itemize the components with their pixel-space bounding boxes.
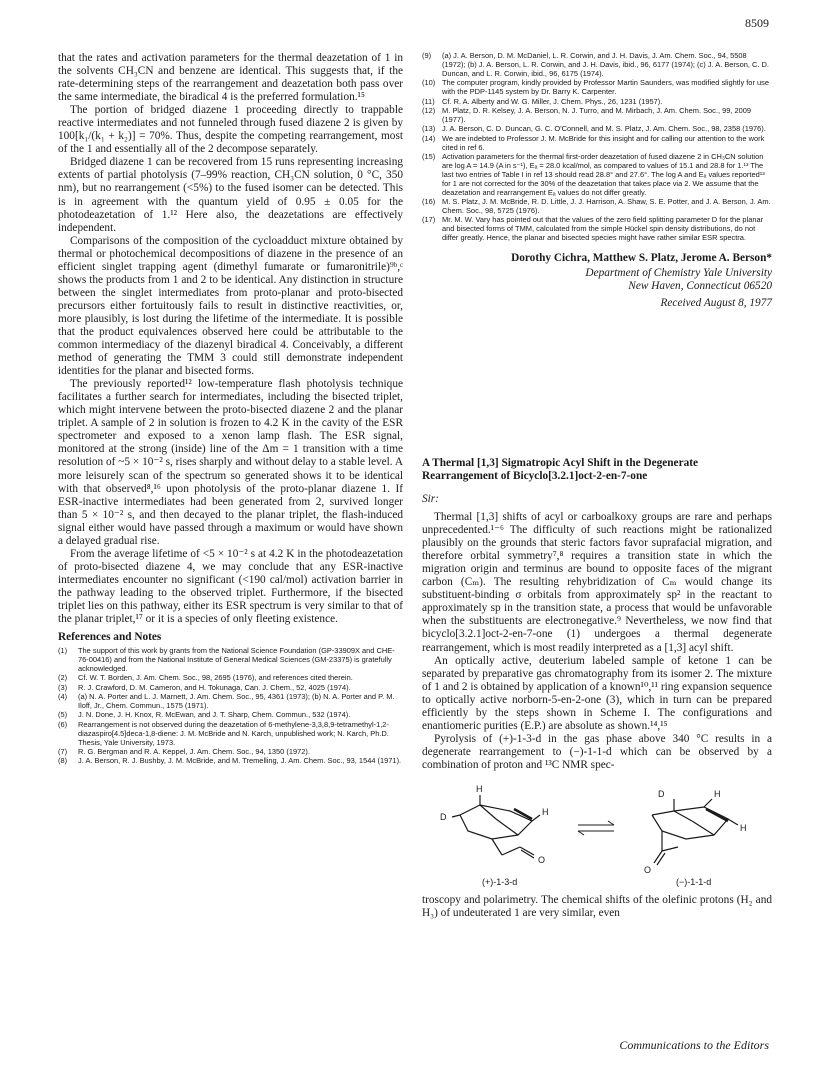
reference-item (422, 107, 772, 125)
d-bond-left (452, 815, 460, 817)
body-paragraph: troscopy and polarimetry. The chemical shifts of the olefinic protons (H₂ and H₃) of undeuterated 1 are very similar, even (422, 893, 772, 920)
carbonyl-bond-right (654, 851, 662, 863)
reference-number: (8) (58, 756, 68, 766)
body-paragraph: Thermal [1,3] shifts of acyl or carboalkoxy groups are rare and perhaps unprecedented.¹⁻⁶ The difficulty of such reactions might be rationalized plausibly on the grounds that steric factors favor suprafacial migration, and therefore orbital symmetry⁷,⁸ requires a transition state in which the migration origin and terminus are bound to opposite faces of the migrant carbon (Cₘ). The resulting rehybridization of Cₘ would change its substituent-binding σ orbitals from approximately sp² in the reactant to approximately sp in the transition state, a process that would be unfavorable when the substituents are electronegative.⁹ Nevertheless, we now find that bicyclo[3.2.1]oct-2-en-7-one (1) undergoes a thermal degenerate rearrangement, which is most readily interpreted as a [1,3] acyl shift. (422, 511, 772, 654)
left-column (58, 52, 403, 767)
atom-label: D (440, 811, 447, 822)
spacer (422, 309, 772, 457)
reference-text: Cf. W. T. Borden, J. Am. Chem. Soc., 98, 2695 (1976), and references cited therein. (78, 673, 353, 683)
reference-number: (11) (422, 96, 435, 106)
reference-text: R. J. Crawford, D. M. Cameron, and H. Tokunaga, Can. J. Chem., 52, 4025 (1974). (78, 682, 351, 692)
reference-number: (14) (422, 133, 436, 143)
reference-number: (9) (422, 51, 432, 60)
reference-number: (15) (422, 151, 436, 161)
reaction-scheme-drawing (422, 775, 772, 891)
references-list-right (422, 52, 772, 243)
reference-number: (16) (422, 197, 436, 206)
reference-text: (a) J. A. Berson, D. M. McDaniel, L. R. Corwin, and J. H. Davis, J. Am. Chem. Soc., 94, 5508 (1972); (b) J. A. Berson, L. R. Corwin, and J. H. Davis, ibid., 96, 6177 (1974); (c) J. A. Berson, C. D. Duncan, and L. R. Corwin, ibid., 96, 6175 (1974). (442, 51, 769, 78)
reference-item (422, 216, 772, 243)
reference-item (58, 757, 403, 766)
atom-label: H (542, 806, 549, 817)
reference-text: Mr. M. W. Vary has pointed out that the values of the zero field splitting parameter D for the planar and bisected forms of TMM, calculated from the simple Hückel spin density distributions, do not differ greatly. Hence, the planar and bisected species might have rather similar ESR spectra. (442, 215, 764, 243)
reference-item (422, 125, 772, 134)
reference-number: (12) (422, 105, 436, 115)
reference-item (422, 52, 772, 79)
reference-item (422, 79, 772, 97)
reference-number: (10) (422, 78, 436, 88)
reference-number: (13) (422, 124, 436, 134)
body-paragraph: that the rates and activation parameters for the thermal deazetation of 1 in the solvents CH₃CN and benzene are identical. This suggests that, if the rate-determining steps of the rearrangement and deazetation both pass over the same intermediate, the biradical 4 is the preferred formulation.¹⁵ (58, 52, 403, 104)
reference-text: Cf. R. A. Alberty and W. G. Miller, J. Chem. Phys., 26, 1231 (1957). (442, 96, 663, 106)
atom-label: D (658, 788, 665, 799)
reference-item (58, 693, 403, 711)
reference-item (422, 135, 772, 153)
reference-text: The computer program, kindly provided by Professor Martin Saunders, was modified slightly for use with the PDP-1145 system by Dr. Barry K. Carpenter. (442, 78, 769, 97)
bridge-bond-right (674, 811, 692, 821)
bridge-bond-right (692, 821, 714, 835)
h-bond-left (532, 815, 540, 821)
reference-number: (3) (58, 682, 68, 692)
reference-number: (7) (58, 747, 68, 757)
reference-number: (2) (58, 673, 68, 683)
address: New Haven, Connecticut 06520 (628, 280, 772, 293)
compound-label-right: (−)-1-1-d (676, 876, 712, 887)
body-paragraph: Comparisons of the composition of the cycloadduct mixture obtained by thermal or photochemical decompositions of diazene in the presence of an efficient singlet trapping agent (dimethyl fumarate or fumaronitrile)⁹ᵇ,ᶜ shows the products from 1 and 2 to be identical. Any distinction in structure between the singlet intermediates from proto-planar and proto-bisected precursors either fortuitously fails to result in distinctive reactivities, or, more plausibly, is lost during the lifetime of the intermediate. It is possible that the product equivalences observed here could be attributable to the common intermediacy of the diazenyl biradical 4. Conceivably, a different method of generating the TMM 3 could still demonstrate independent identities for the planar and bisected forms. (58, 234, 403, 378)
references-heading: References and Notes (58, 631, 162, 644)
atom-label: H (476, 783, 483, 794)
h-bond-right (704, 799, 712, 807)
body-paragraph: The portion of bridged diazene 1 proceeding directly to trappable reactive intermediates and not funneled through fused diazene 2 is given by 100[k₁/(k₁ + k₂)] = 70%. Thus, despite the competing rearrangement, most of the 1 and essentially all of the 2 decompose separately. (58, 104, 403, 156)
body-paragraph: Bridged diazene 1 can be recovered from 15 runs representing increasing extents of partial photolysis (7–99% reaction, CH₃CN solution, 0 °C, 350 nm), but no rearrangement (<5%) to the fused isomer can be detected. This is in agreement with the quantum yield of 0.95 ± 0.05 for the photodeazetation of 1.¹² Here also, the deazetations are effectively independent. (58, 156, 403, 234)
compound-label-left: (+)-1-3-d (482, 876, 518, 887)
reference-item (422, 153, 772, 198)
carbonyl-chain-left (502, 847, 520, 855)
article-title: A Thermal [1,3] Sigmatropic Acyl Shift in the Degenerate Rearrangement of Bicyclo[3.2.1]oct-2-en-7-one (422, 456, 699, 482)
reference-text: M. Platz, D. R. Kelsey, J. A. Berson, N. J. Turro, and M. Mirbach, J. Am. Chem. Soc., 99, 2009 (1977). (442, 105, 752, 124)
reference-text: J. N. Done, J. H. Knox, R. McEwan, and J. T. Sharp, Chem. Commun., 532 (1974). (78, 710, 351, 720)
page-footer: Communications to the Editors (619, 1038, 769, 1052)
equilibrium-arrow (578, 821, 614, 835)
salutation: Sir: (422, 493, 439, 506)
double-bond-right (706, 809, 728, 821)
reference-text: We are indebted to Professor J. M. McBride for this insight and for calling our attention to the work cited in ref 6. (442, 133, 765, 152)
carbonyl-chain-right (662, 847, 678, 851)
body-paragraph: An optically active, deuterium labeled sample of ketone 1 can be separated by preparative gas chromatography from its isomer 2. The mixture of 1 and 2 is obtained by application of a known¹⁰,¹¹ ring expansion sequence to optically active norborn-5-en-2-one (3), which in turn can be prepared efficiently by the steps shown in Scheme I. The configurations and enantiomeric purities (E.P.) are absolute as shown.¹⁴,¹⁵ (422, 654, 772, 732)
right-column (422, 52, 772, 920)
reference-number: (17) (422, 215, 436, 225)
reference-number: (5) (58, 710, 68, 720)
received-date: Received August 8, 1977 (660, 296, 772, 309)
reference-number: (4) (58, 692, 68, 702)
carbonyl-bond-right (657, 853, 665, 865)
body-paragraph: Pyrolysis of (+)-1-3-d in the gas phase above 340 °C results in a degenerate rearrangement to (−)-1-1-d which can be observed by a combination of proton and ¹³C NMR spec- (422, 732, 772, 771)
reference-text: Rearrangement is not observed during the deazetation of 6-methylene-3,3,8,9-tetramethyl-1,2-diazaspiro[4.5]deca-1,8-diene: J. M. McBride and N. Karch, unpublished work; N. Karch, Ph.D. Thesis, Yale University, 1973. (78, 719, 389, 747)
atom-label: O (644, 864, 652, 875)
carbonyl-chain-left (492, 839, 502, 855)
atom-label: O (538, 854, 546, 865)
atom-label: H (740, 822, 747, 833)
reference-number: (1) (58, 646, 68, 656)
body-paragraph: From the average lifetime of <5 × 10⁻² s at 4.2 K in the photodeazetation of proto-bisected diazene 4, we may conclude that any ESR-inactive intermediates encounter no significant (<190 cal/mol) activation barrier in the pathway leading to the observed triplet. Furthermore, if the bisected triplet lies on this pathway, either its ESR spectrum is very similar to that of the planar triplet,¹⁷ or it is a species of only fleeting existence. (58, 547, 403, 626)
reaction-scheme (422, 775, 772, 891)
bridge-bond-left (496, 819, 518, 835)
reference-number: (6) (58, 719, 68, 729)
atom-label: H (714, 788, 721, 799)
reference-text: M. S. Platz, J. M. McBride, R. D. Little, J. J. Harrison, A. Shaw, S. E. Potter, and J. A. Berson, J. Am. Chem. Soc., 98, 5725 (1976). (442, 197, 771, 215)
references-list-left (58, 647, 403, 766)
molecule-right (652, 799, 738, 865)
ring-outline-left (460, 805, 532, 839)
reference-text: J. A. Berson, R. J. Bushby, J. M. McBride, and M. Tremelling, J. Am. Chem. Soc., 93, 1544 (1971). (78, 756, 402, 766)
molecule-left (452, 795, 540, 858)
reference-text: (a) N. A. Porter and L. J. Marnett, J. Am. Chem. Soc., 95, 4361 (1973); (b) N. A. Porter and P. M. Iloff, Jr., Chem. Commun., 1575 (1971). (78, 692, 395, 710)
reference-text: J. A. Berson, C. D. Duncan, G. C. O'Connell, and M. S. Platz, J. Am. Chem. Soc., 98, 2358 (1976). (442, 124, 766, 134)
ring-outline-right (652, 807, 728, 839)
reference-item (58, 647, 403, 674)
affiliation: Department of Chemistry Yale University (585, 267, 772, 280)
body-paragraph: The previously reported¹² low-temperature flash photolysis technique facilitates a further search for intermediates, including the bisected triplet, which might intervene between the proto-bisected diazene 2 and the planar triplet. A sample of 2 in solution is frozen to 4.2 K in the cavity of the ESR spectrometer and exposed to a xenon lamp flash. The ESR signal, monitored at the strong (inside) line of the Δm = 1 transition with a time resolution of ~5 × 10⁻² s, rises sharply and without delay to a stable level. A more leisurely scan of the spectrum so generated shows it to be identical with that observed⁸,¹⁶ upon photolysis of the proto-planar diazene 1. If ESR-inactive intermediates had been generated from 2, survived longer than 5 × 10⁻² s, and then decayed to the planar triplet, the flash-induced signal either would have passed through a maximum or would have shown a delayed gradual rise. (58, 378, 403, 547)
reference-item (422, 198, 772, 216)
reference-item (58, 674, 403, 683)
author-line: Dorothy Cichra, Matthew S. Platz, Jerome A. Berson* (511, 252, 772, 265)
h-bond-right (728, 819, 738, 825)
reference-text: The support of this work by grants from the National Science Foundation (GP-33909X and CHE-76-00416) and from the National Institute of General Medical Sciences (GM-23375) is gratefully acknowledged. (78, 646, 395, 673)
page-number: 8509 (745, 16, 769, 30)
reference-item (58, 711, 403, 720)
reference-text: R. G. Bergman and R. A. Keppel, J. Am. Chem. Soc., 94, 1350 (1972). (78, 747, 310, 757)
reference-item (58, 721, 403, 748)
reference-text: Activation parameters for the thermal first-order deazetation of fused diazene 2 in CH₃CN solution are log A = 14.9 (A in s⁻¹), Eₐ = 28.0 kcal/mol, as compared to values of 15.1 and 28.8 for 1.¹³ The last two entries of Table I in ref 13 should read 28.8° and 27.6°. The log A and Eₐ values reported¹³ for 1 are not corrected for the 30% of the deazetation that takes place via 2. We assume that the deazetation and rearrangement Eₐ values do not differ greatly. (442, 151, 765, 197)
